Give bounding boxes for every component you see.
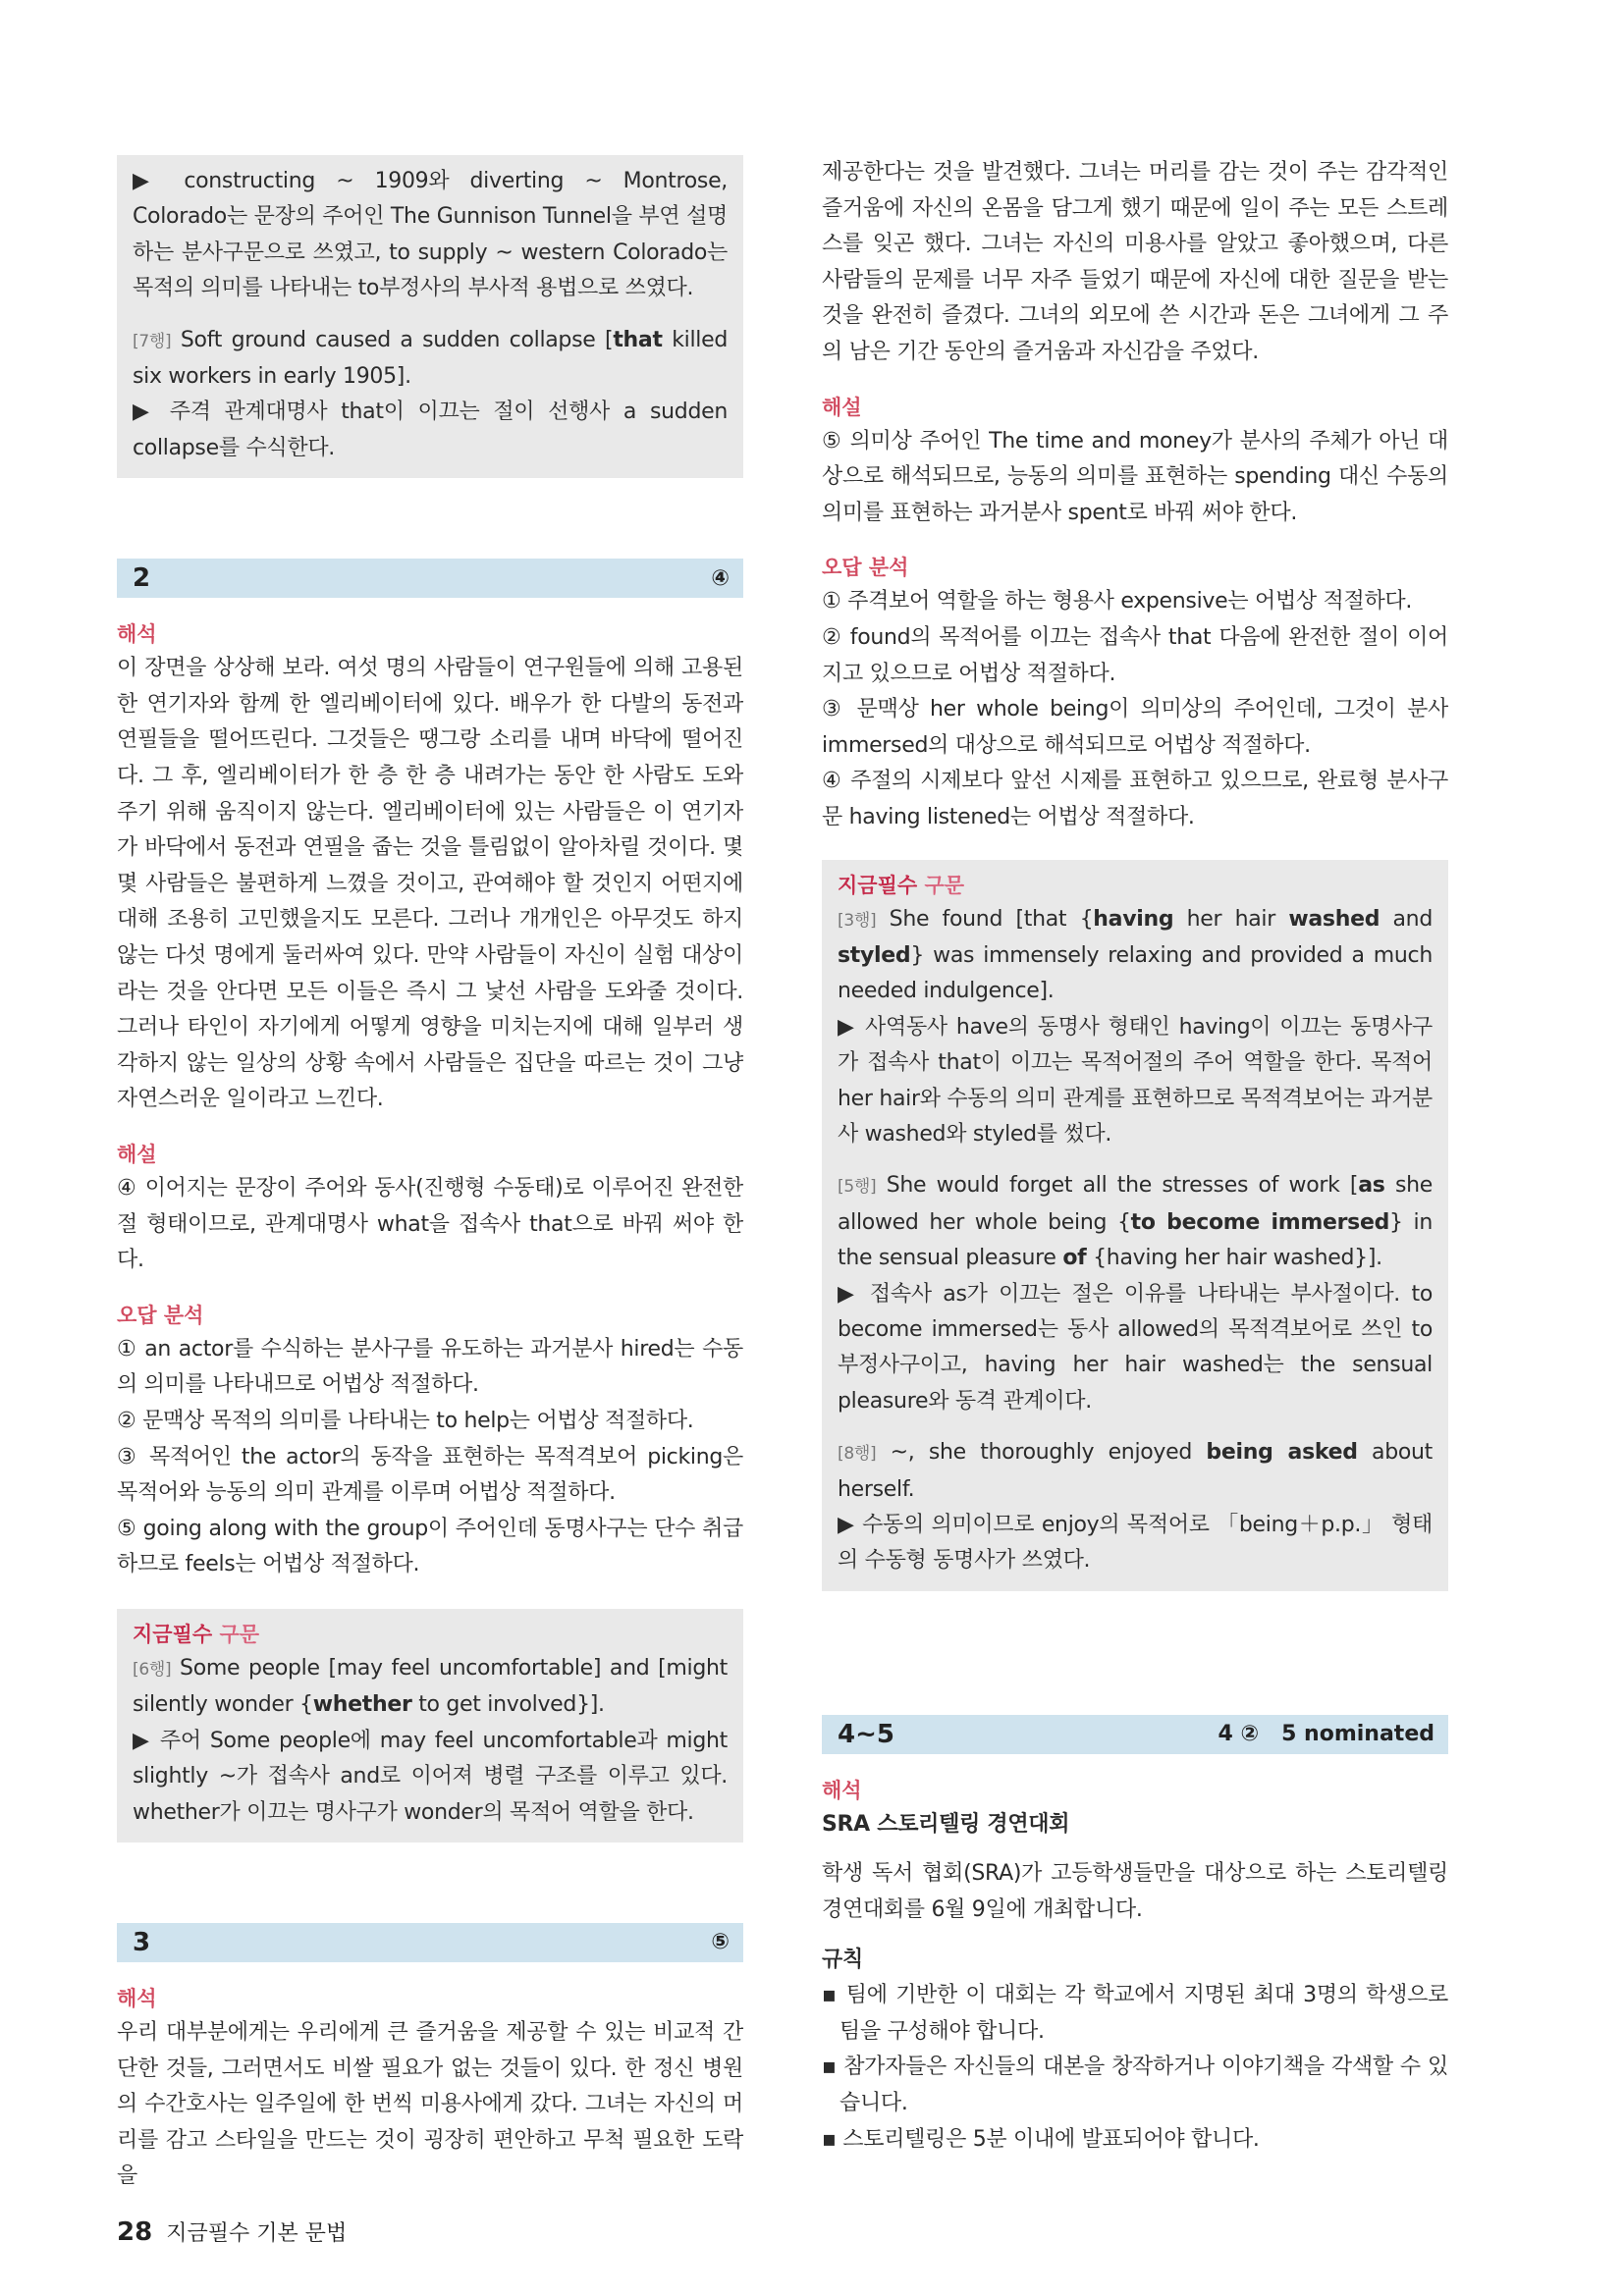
note-paragraph: ▶ 주어 Some people에 may feel uncomfortable과 might slightly ~가 접속사 and로 이어져 병렬 구조를 이루고 있다. whether가 이끄는 명사구가 wonder의 목적어 역할을 한다.	[133, 1728, 728, 1825]
wrong-answer-item: ③ 목적어인 the actor의 동작을 표현하는 목적격보어 picking은 목적어와 능동의 의미 관계를 이루며 어법상 적절하다.	[117, 1444, 743, 1506]
wrong-answer-item: ① 주격보어 역할을 하는 형용사 expensive는 어법상 적절하다.	[822, 589, 1413, 614]
wrong-answer-item: ③ 문맥상 her whole being이 의미상의 주어인데, 그것이 분사 immersed의 대상으로 해석되므로 어법상 적절하다.	[822, 697, 1448, 758]
note-paragraph: ▶ 접속사 as가 이끄는 절은 이유를 나타내는 부사절이다. to become immersed는 동사 allowed의 목적격보어로 쓰인 to부정사구이고, having her hair washed는 the sensual pleasure와 동격 관계이다.	[838, 1281, 1433, 1414]
key-syntax-box	[117, 1609, 743, 1842]
section-header-3	[117, 1923, 743, 1962]
grammar-note-box	[117, 155, 743, 478]
rules-label: 규칙	[822, 1947, 863, 1972]
note-paragraph: ▶ 사역동사 have의 동명사 형태인 having이 이끄는 동명사구가 접속사 that이 이끄는 목적어절의 주어 역할을 한다. 목적어 her hair와 수동의 의미 관계를 표현하므로 목적격보어는 과거분사 washed와 styled를 썼다.	[838, 1014, 1433, 1147]
book-title: 지금필수 기본 문법	[166, 2221, 348, 2246]
line-tag: [7행]	[133, 331, 172, 351]
answer-mark: 4 ② 5 nominated	[1218, 1722, 1435, 1747]
box-title: 지금필수 구문	[838, 873, 965, 897]
label-haeseok: 해석	[822, 1778, 862, 1802]
wrong-answer-item: ② 문맥상 목적의 의미를 나타내는 to help는 어법상 적절하다.	[117, 1408, 694, 1433]
label-haeseok: 해석	[117, 622, 157, 647]
note-paragraph: ▶ constructing ~ 1909와 diverting ~ Montrose, Colorado는 문장의 주어인 The Gunnison Tunnel을 부연 설명하는 분사구문으로 쓰였고, to supply ~ western Colorado는 목적의 의미를 나타내는 to부정사의 부사적 용법으로 쓰였다.	[133, 169, 728, 301]
example-sentence: [5행] She would forget all the stresses of work [as she allowed her whole being {to become immersed} in the sensual pleasure of {having her hair washed}].	[838, 1173, 1433, 1271]
key-syntax-box	[822, 860, 1448, 1591]
section-number: 4~5	[838, 1719, 894, 1749]
example-sentence: [8행] ~, she thoroughly enjoyed being asked about herself.	[838, 1440, 1433, 1502]
line-tag: [5행]	[838, 1177, 877, 1198]
answer-mark: ④	[711, 565, 730, 591]
wrong-answer-item: ④ 주절의 시제보다 앞선 시제를 표현하고 있으므로, 완료형 분사구문 having listened는 어법상 적절하다.	[822, 769, 1448, 829]
contest-intro: 학생 독서 협회(SRA)가 고등학생들만을 대상으로 하는 스토리텔링 경연대회를 6월 9일에 개최합니다.	[822, 1861, 1448, 1922]
label-haeseol: 해설	[117, 1142, 157, 1166]
explanation-text: ④ 이어지는 문장이 주어와 동사(진행형 수동태)로 이루어진 완전한 절 형태이므로, 관계대명사 what을 접속사 that으로 바꿔 써야 한다.	[117, 1175, 743, 1273]
line-tag: [6행]	[133, 1659, 172, 1680]
line-tag: [8행]	[838, 1444, 877, 1465]
translation-text-continued: 제공한다는 것을 발견했다. 그녀는 머리를 감는 것이 주는 감각적인 즐거움에 자신의 온몸을 담그게 했기 때문에 일이 주는 모든 스트레스를 잊곤 했다. 그녀는 자신의 미용사를 알았고 좋아했으며, 다른 사람들의 문제를 너무 자주 들었기 때문에 자신에 대한 질문을 받는 것을 완전히 즐겼다. 그녀의 외모에 쓴 시간과 돈은 그녀에게 그 주의 남은 기간 동안의 즐거움과 자신감을 주었다.	[822, 160, 1448, 364]
section-header-4-5	[822, 1715, 1448, 1754]
label-odap: 오답 분석	[822, 556, 909, 580]
label-haeseok: 해석	[117, 1986, 157, 2010]
example-sentence: [7행] Soft ground caused a sudden collapse [that killed six workers in early 1905].	[133, 327, 728, 390]
example-sentence: [3행] She found [that {having her hair washed and styled} was immensely relaxing and provided a much needed indulgence].	[838, 906, 1433, 1004]
line-tag: [3행]	[838, 910, 877, 931]
wrong-answer-item: ② found의 목적어를 이끄는 접속사 that 다음에 완전한 절이 이어지고 있으므로 어법상 적절하다.	[822, 624, 1448, 686]
note-paragraph: ▶ 수동의 의미이므로 enjoy의 목적어로 「being＋p.p.」 형태의 수동형 동명사가 쓰였다.	[838, 1513, 1433, 1574]
rule-item: ▪ 참가자들은 자신들의 대본을 창작하거나 이야기책을 각색할 수 있습니다.	[822, 2055, 1448, 2115]
example-sentence: [6행] Some people [may feel uncomfortable] and [might silently wonder {whether to get involved}].	[133, 1655, 728, 1718]
rules-list	[822, 1978, 1448, 2158]
section-number: 2	[133, 563, 151, 594]
box-title: 지금필수 구문	[133, 1622, 260, 1646]
wrong-answer-item: ⑤ going along with the group이 주어인데 동명사구는 단수 취급하므로 feels는 어법상 적절하다.	[117, 1516, 743, 1577]
wrong-answer-item: ① an actor를 수식하는 분사구를 유도하는 과거분사 hired는 수동의 의미를 나타내므로 어법상 적절하다.	[117, 1336, 743, 1398]
rule-item: ▪ 팀에 기반한 이 대회는 각 학교에서 지명된 최대 3명의 학생으로 팀을 구성해야 합니다.	[822, 1983, 1448, 2044]
contest-title: SRA 스토리텔링 경연대회	[822, 1811, 1070, 1837]
translation-text: 우리 대부분에게는 우리에게 큰 즐거움을 제공할 수 있는 비교적 간단한 것들, 그러면서도 비쌀 필요가 없는 것들이 있다. 한 정신 병원의 수간호사는 일주일에 한 번씩 미용사에게 갔다. 그녀는 자신의 머리를 감고 스타일을 만드는 것이 굉장히 편안하고 무척 필요한 도락을	[117, 2019, 743, 2189]
translation-text: 이 장면을 상상해 보라. 여섯 명의 사람들이 연구원들에 의해 고용된 한 연기자와 함께 한 엘리베이터에 있다. 배우가 한 다발의 동전과 연필들을 떨어뜨린다. 그것들은 땡그랑 소리를 내며 바닥에 떨어진다. 그 후, 엘리베이터가 한 층 한 층 내려가는 동안 한 사람도 도와주기 위해 움직이지 않는다. 엘리베이터에 있는 사람들은 이 연기자가 바닥에서 동전과 연필을 줍는 것을 틀림없이 알아차릴 것이다. 몇몇 사람들은 불편하게 느꼈을 것이고, 관여해야 할 것인지 어떤지에 대해 조용히 고민했을지도 모른다. 그러나 개개인은 아무것도 하지 않는 다섯 명에게 둘러싸여 있다. 만약 사람들이 자신이 실험 대상이라는 것을 안다면 모든 이들은 즉시 그 낯선 사람을 도와줄 것이다. 그러나 타인이 자기에게 어떻게 영향을 미치는지에 대해 일부러 생각하지 않는 일상의 상황 속에서 사람들은 집단을 따르는 것이 그냥 자연스러운 일이라고 느낀다.	[117, 656, 743, 1112]
page-footer	[117, 2216, 347, 2247]
explanation-text: ⑤ 의미상 주어인 The time and money가 분사의 주체가 아닌 대상으로 해석되므로, 능동의 의미를 표현하는 spending 대신 수동의 의미를 표현하는 과거분사 spent로 바꿔 써야 한다.	[822, 428, 1448, 525]
page-number: 28	[117, 2217, 153, 2247]
section-header-2	[117, 559, 743, 598]
rule-item: ▪ 스토리텔링은 5분 이내에 발표되어야 합니다.	[822, 2126, 1260, 2152]
note-paragraph: ▶ 주격 관계대명사 that이 이끄는 절이 선행사 a sudden collapse를 수식한다.	[133, 400, 728, 460]
right-column	[822, 155, 1448, 2158]
label-haeseol: 해설	[822, 395, 862, 419]
section-number: 3	[133, 1927, 151, 1957]
left-column	[117, 155, 743, 2195]
label-odap: 오답 분석	[117, 1303, 204, 1327]
answer-mark: ⑤	[711, 1930, 730, 1955]
